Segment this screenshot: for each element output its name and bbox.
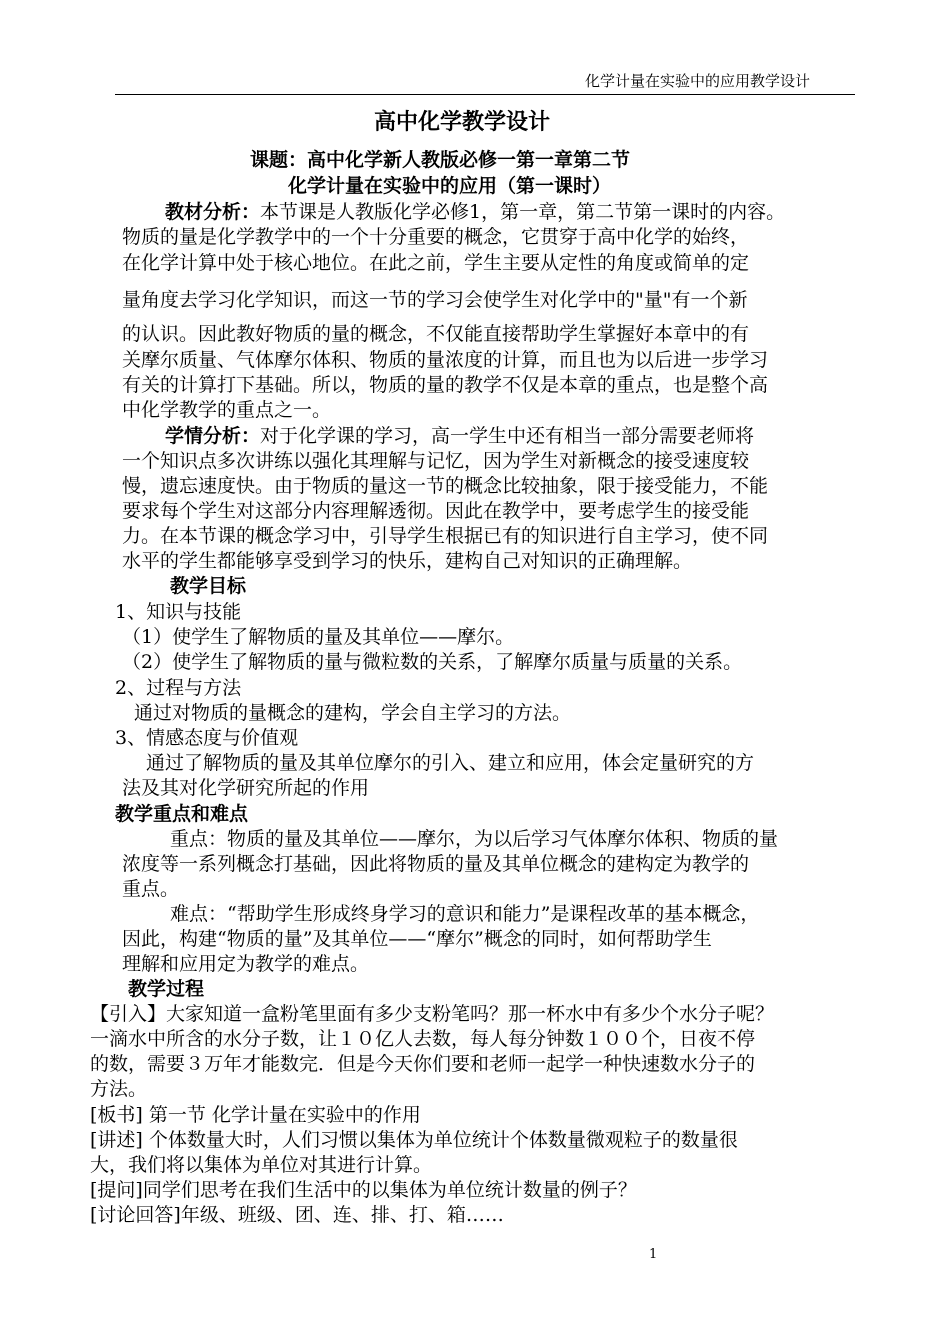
process-intro-line: 【引入】大家知道一盒粉笔里面有多少支粉笔吗？那一杯水中有多少个水分子呢？ [90,1003,775,1025]
goal-emotion-item: 法及其对化学研究所起的作用 [122,777,370,799]
text-line: 力。在本节课的概念学习中，引导学生根据已有的知识进行自主学习，使不同 [122,525,769,547]
process-intro-line: 方法。 [90,1078,148,1100]
textbook-analysis-first-line [165,200,785,224]
difficulty-line: 因此，构建“物质的量”及其单位——“摩尔”概念的同时，如何帮助学生 [122,928,712,950]
text-line: 水平的学生都能够享受到学习的快乐，建构自己对知识的正确理解。 [122,550,693,572]
goal-process-heading: 2、过程与方法 [115,677,242,699]
textbook-analysis-text: 本节课是人教版化学必修1，第一章，第二节第一课时的内容。 [260,201,786,223]
text-line: 量角度去学习化学知识，而这一节的学习会使学生对化学中的"量"有一个新 [122,289,748,311]
process-heading: 教学过程 [128,978,205,1000]
process-board: [板书] 第一节 化学计量在实验中的作用 [90,1104,421,1126]
keypoint-line: 浓度等一系列概念打基础，因此将物质的量及其单位概念的建构定为教学的 [122,853,750,875]
header-rule [115,94,855,95]
goal-knowledge-heading: 1、知识与技能 [115,601,242,623]
process-lecture-line: 大，我们将以集体为单位对其进行计算。 [90,1154,433,1176]
student-analysis-first-line [165,424,754,448]
goal-knowledge-item: （1）使学生了解物质的量及其单位——摩尔。 [122,626,515,648]
text-line: 要求每个学生对这部分内容理解透彻。因此在教学中，要考虑学生的接受能 [122,500,750,522]
textbook-analysis-label: 教材分析： [165,201,261,223]
text-line: 中化学教学的重点之一。 [122,399,332,421]
process-intro-line: 的数，需要３万年才能数完．但是今天你们要和老师一起学一种快速数水分子的 [90,1053,756,1075]
text-line: 在化学计算中处于核心地位。在此之前，学生主要从定性的角度或简单的定 [122,252,750,274]
keypoint-line: 重点：物质的量及其单位——摩尔，为以后学习气体摩尔体积、物质的量 [170,828,779,850]
lesson-subtitle-2: 化学计量在实验中的应用（第一课时） [288,175,612,197]
process-question: [提问]同学们思考在我们生活中的以集体为单位统计数量的例子？ [90,1179,637,1201]
text-line: 慢，遗忘速度快。由于物质的量这一节的概念比较抽象，限于接受能力，不能 [122,475,769,497]
text-line: 有关的计算打下基础。所以，物质的量的教学不仅是本章的重点，也是整个高 [122,374,769,396]
student-analysis-label: 学情分析： [165,425,261,447]
goal-knowledge-item: （2）使学生了解物质的量与微粒数的关系，了解摩尔质量与质量的关系。 [122,651,743,673]
page-number: 1 [649,1247,658,1262]
goal-process-item: 通过对物质的量概念的建构，学会自主学习的方法。 [134,702,572,724]
student-analysis-text: 对于化学课的学习，高一学生中还有相当一部分需要老师将 [260,425,755,447]
running-header: 化学计量在实验中的应用教学设计 [585,72,811,90]
text-line: 一个知识点多次讲练以强化其理解与记忆，因为学生对新概念的接受速度较 [122,450,750,472]
difficulty-line: 难点：“帮助学生形成终身学习的意识和能力”是课程改革的基本概念， [170,903,760,925]
text-line: 物质的量是化学教学中的一个十分重要的概念，它贯穿于高中化学的始终， [122,226,750,248]
goals-heading: 教学目标 [170,575,247,597]
lesson-subtitle: 课题：高中化学新人教版必修一第一章第二节 [250,149,631,171]
difficulty-line: 理解和应用定为教学的难点。 [122,953,370,975]
text-line: 的认识。因此教好物质的量的概念，不仅能直接帮助学生掌握好本章中的有 [122,323,750,345]
goal-emotion-heading: 3、情感态度与价值观 [115,727,299,749]
keypoint-line: 重点。 [122,878,180,900]
process-lecture-line: [讲述] 个体数量大时，人们习惯以集体为单位统计个体数量微观粒子的数量很 [90,1129,738,1151]
goal-emotion-item: 通过了解物质的量及其单位摩尔的引入、建立和应用，体会定量研究的方 [146,752,755,774]
process-answer: [讨论回答]年级、班级、团、连、排、打、箱…… [90,1204,504,1226]
keypoints-heading: 教学重点和难点 [115,803,249,825]
text-line: 关摩尔质量、气体摩尔体积、物质的量浓度的计算，而且也为以后进一步学习 [122,349,769,371]
document-title: 高中化学教学设计 [374,109,551,135]
process-intro-line: 一滴水中所含的水分子数，让１０亿人去数，每人每分钟数１００个，日夜不停 [90,1028,756,1050]
